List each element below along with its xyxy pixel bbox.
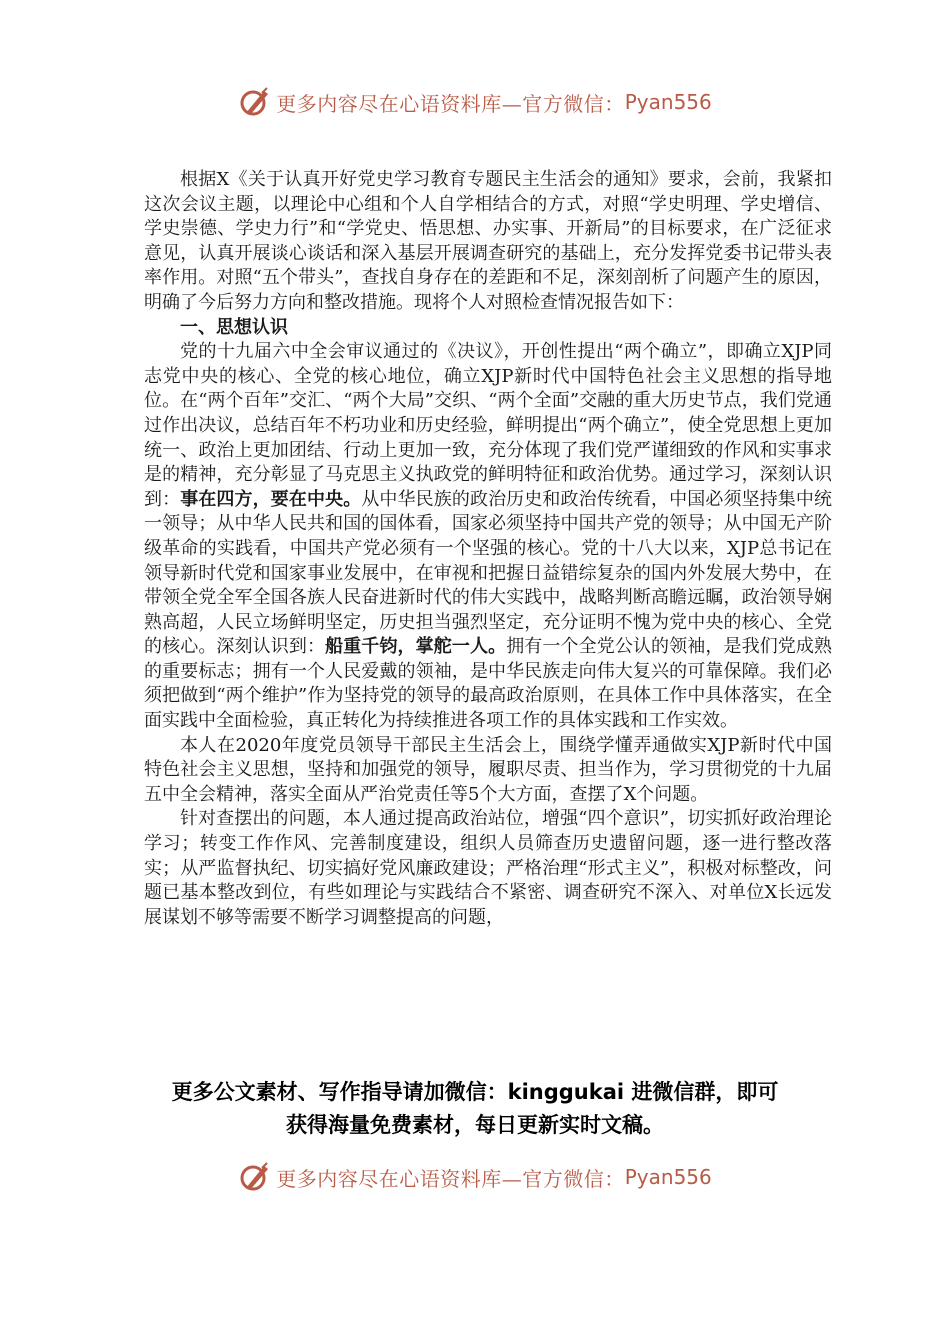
pen-logo-icon	[238, 1160, 272, 1194]
banner-text: 更多内容尽在心语资料库—官方微信：	[276, 91, 625, 116]
section-heading: 一、思想认识	[180, 316, 288, 338]
emphasis-text: 船重千钧，掌舵一人。	[325, 636, 507, 658]
banner-wechat-id: Pyan556	[624, 1165, 712, 1189]
banner-wechat-id: Pyan556	[624, 90, 712, 114]
promo-line-2: 获得海量免费素材，每日更新实时文稿。	[286, 1113, 664, 1137]
pen-logo-icon	[238, 85, 272, 119]
promo-line-1: 更多公文素材、写作指导请加微信：kinggukai 进微信群，即可	[171, 1080, 779, 1104]
paragraph-2020-review: 本人在2020年度党员领导干部民主生活会上，围绕学懂弄通做实XJP新时代中国特色社会主义思想，坚持和加强党的领导，履职尽责、担当作为，学习贯彻党的十九届五中全会精神，落实全面从严治党责任等5个大方面，查摆了X个问题。	[144, 734, 832, 805]
header-watermark-banner	[0, 82, 950, 122]
paragraph-rectification: 针对查摆出的问题，本人通过提高政治站位，增强“四个意识”，切实抓好政治理论学习；转变工作作风、完善制度建设，组织人员筛查历史遗留问题，逐一进行整改落实；从严监督执纪、切实搞好党风廉政建设；严格治理“形式主义”，积极对标整改，问题已基本整改到位，有些如理论与实践结合不紧密、调查研究不深入、对单位X长远发展谋划不够等需要不断学习调整提高的问题，	[144, 808, 832, 928]
paragraph-text: 拥有一个全党公认的领袖，是我们党成熟的重要标志；拥有一个人民爱戴的领袖，是中华民族走向伟大复兴的可靠保障。我们必须把做到“两个维护”作为坚持党的领导的最高政治原则，在具体工作中具体落实，在全面实践中全面检验，真正转化为持续推进各项工作的具体实践和工作实效。	[144, 636, 833, 732]
paragraph-text: 党的十九届六中全会审议通过的《决议》，开创性提出“两个确立”，即确立XJP同志党中央的核心、全党的核心地位，确立XJP新时代中国特色社会主义思想的指导地位。在“两个百年”交汇、“两个大局”交织、“两个全面”交融的重大历史节点，我们党通过作出决议，总结百年不朽功业和历史经验，鲜明提出“两个确立”，使全党思想上更加统一、政治上更加团结、行动上更加一致，充分体现了我们党严谨细致的作风和实事求是的精神，充分彰显了马克思主义执政党的鲜明特征和政治优势。通过学习，深刻认识到：	[144, 341, 832, 510]
document-body	[144, 168, 832, 930]
promo-notice	[0, 1076, 950, 1142]
banner-text: 更多内容尽在心语资料库—官方微信：	[276, 1166, 625, 1191]
paragraph-text: 从中华民族的政治历史和政治传统看，中国必须坚持集中统一领导；从中华人民共和国的国体看，国家必须坚持中国共产党的领导；从中国无产阶级革命的实践看，中国共产党必须有一个坚强的核心。党的十八大以来，XJP总书记在领导新时代党和国家事业发展中，在审视和把握日益错综复杂的国内外发展大势中，在带领全党全军全国各族人民奋进新时代的伟大实践中，战略判断高瞻远瞩，政治领导娴熟高超，人民立场鲜明坚定，历史担当强烈坚定，充分证明不愧为党中央的核心、全党的核心。深刻认识到：	[144, 488, 833, 658]
intro-paragraph: 根据X《关于认真开好党史学习教育专题民主生活会的通知》要求，会前，我紧扣这次会议主题，以理论中心组和个人自学相结合的方式，对照“学史明理、学史增信、学史崇德、学史力行”和“学党史、悟思想、办实事、开新局”的目标要求，在广泛征求意见，认真开展谈心谈话和深入基层开展调查研究的基础上，充分发挥党委书记带头表率作用。对照“五个带头”，查找自身存在的差距和不足，深刻剖析了问题产生的原因，明确了今后努力方向和整改措施。现将个人对照检查情况报告如下：	[144, 169, 832, 313]
footer-watermark-banner	[0, 1157, 950, 1197]
emphasis-text: 事在四方，要在中央。	[180, 488, 362, 510]
section1-paragraph	[144, 340, 832, 734]
